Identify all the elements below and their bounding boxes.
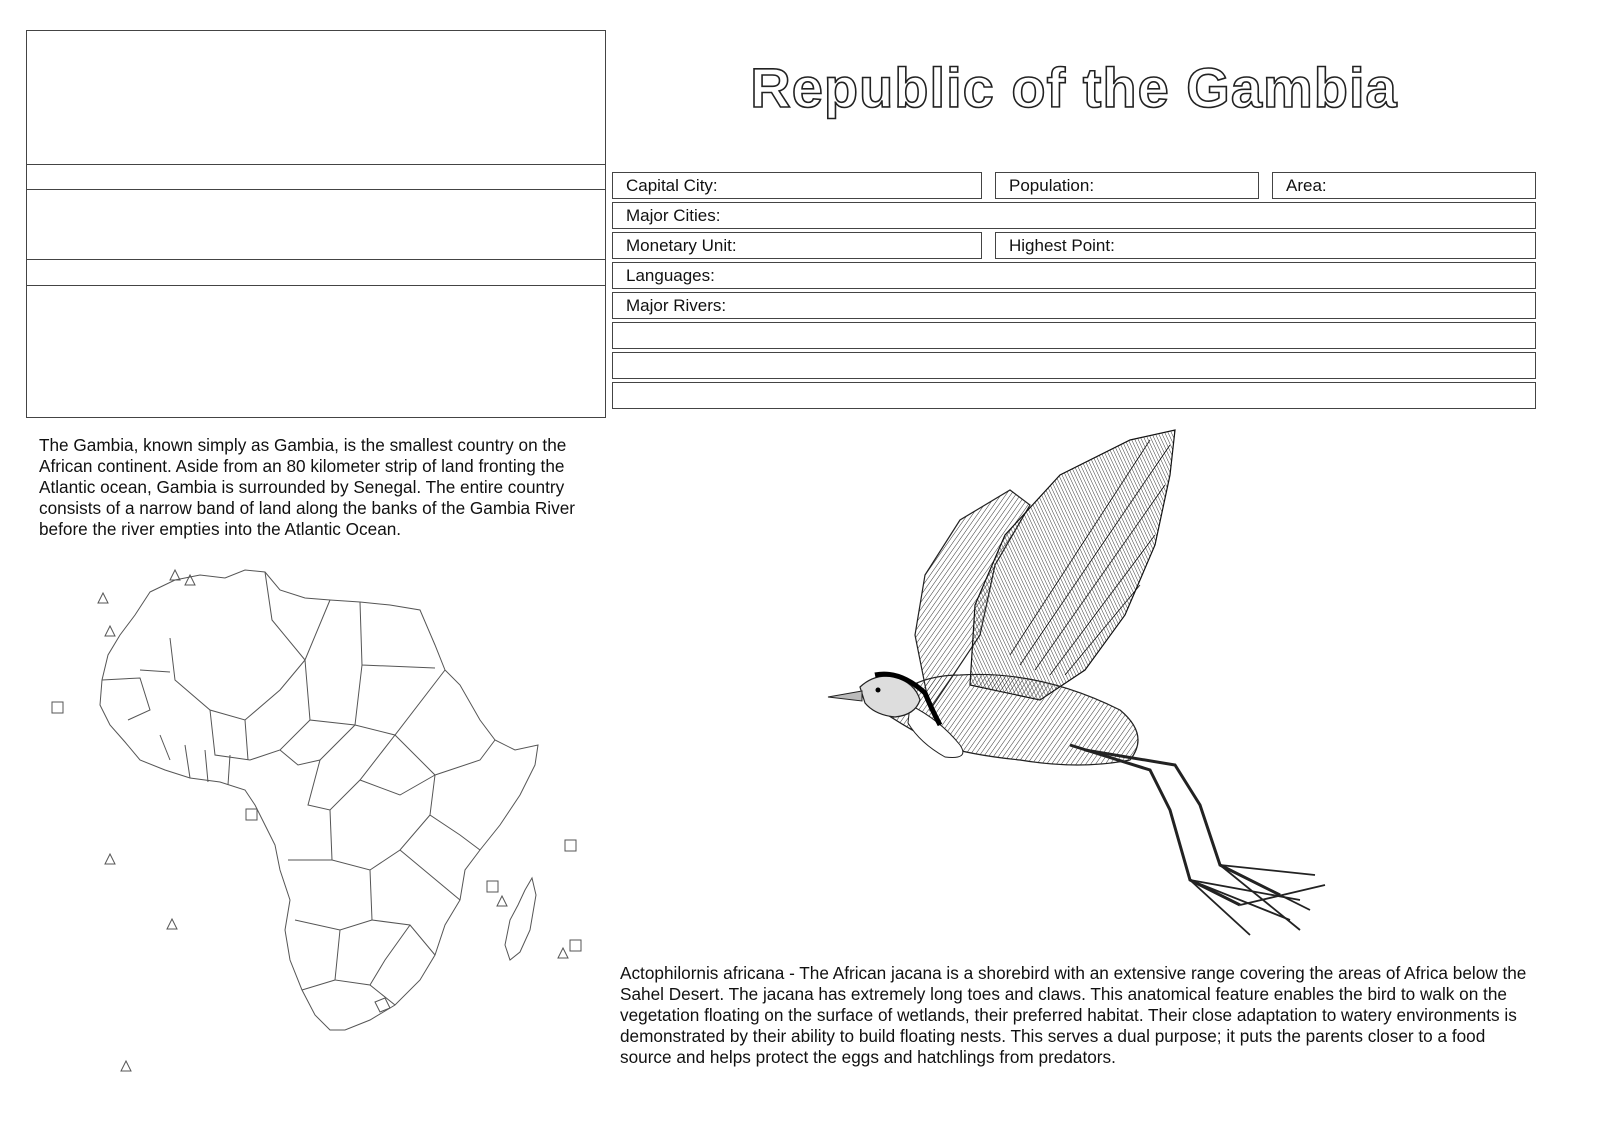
flag-stripe-line: [27, 189, 605, 190]
languages-label: Languages:: [626, 266, 715, 285]
blank-field[interactable]: [612, 382, 1536, 409]
capital-city-field[interactable]: [612, 172, 982, 199]
major-cities-label: Major Cities:: [626, 206, 721, 225]
population-label: Population:: [1009, 176, 1095, 195]
major-rivers-label: Major Rivers:: [626, 296, 727, 315]
flag-stripe-line: [27, 164, 605, 165]
blank-field[interactable]: [612, 352, 1536, 379]
population-field[interactable]: [995, 172, 1259, 199]
page-title: Republic of the Gambia: [750, 56, 1398, 119]
african-jacana-illustration-icon: [820, 425, 1330, 950]
highest-point-label: Highest Point:: [1009, 236, 1115, 255]
major-rivers-field[interactable]: [612, 292, 1536, 319]
flag-stripe-line: [27, 285, 605, 286]
intro-paragraph: The Gambia, known simply as Gambia, is the smallest country on the African continent. Aside from an 80 kilometer strip of land fronting the Atlantic ocean, Gambia is surrounded by Senegal. The entire country consists of a narrow band of land along the banks of the Gambia River before the river empties into the Atlantic Ocean.: [39, 435, 575, 539]
africa-map-icon: [40, 560, 600, 1085]
area-label: Area:: [1286, 176, 1327, 195]
monetary-unit-label: Monetary Unit:: [626, 236, 737, 255]
major-cities-field[interactable]: [612, 202, 1536, 229]
blank-field[interactable]: [612, 322, 1536, 349]
languages-field[interactable]: [612, 262, 1536, 289]
highest-point-field[interactable]: [995, 232, 1536, 259]
monetary-unit-field[interactable]: [612, 232, 982, 259]
bird-caption-paragraph: Actophilornis africana - The African jacana is a shorebird with an extensive range covering the areas of Africa below the Sahel Desert. The jacana has extremely long toes and claws. This anatomical feature enables the bird to walk on the vegetation floating on the surface of wetlands, their preferred habitat. Their close adaptation to watery environments is demonstrated by their ability to build floating nests. This serves a dual purpose; it puts the parents closer to a food source and helps protect the eggs and hatchlings from predators.: [620, 963, 1527, 1067]
flag-outline-box: [26, 30, 606, 418]
flag-stripe-line: [27, 259, 605, 260]
capital-city-label: Capital City:: [626, 176, 718, 195]
area-field[interactable]: [1272, 172, 1536, 199]
